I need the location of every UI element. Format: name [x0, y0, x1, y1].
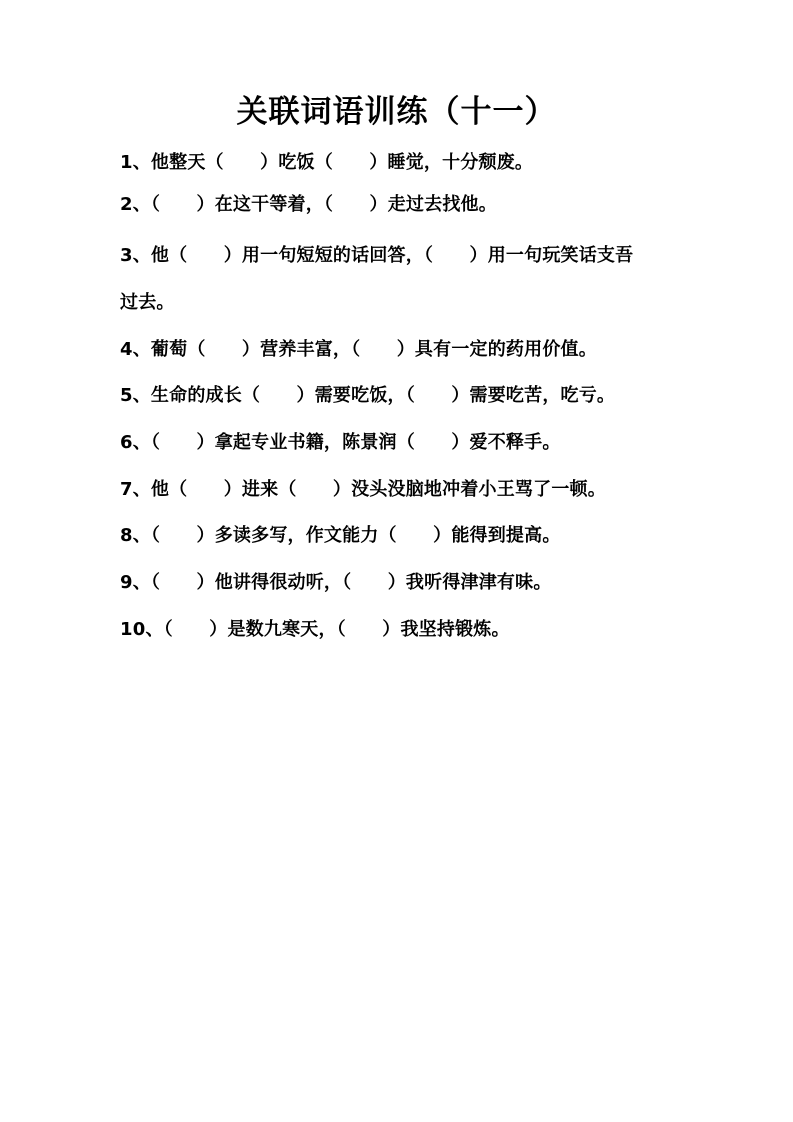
question-7: 7、他（ ）进来（ ）没头没脑地冲着小王骂了一顿。 [120, 479, 606, 500]
question-6: 6、（ ）拿起专业书籍，陈景润（ ）爱不释手。 [120, 432, 561, 453]
page-title: 关联词语训练（十一） [236, 94, 557, 130]
question-3: 3、他（ ）用一句短短的话回答，（ ）用一句玩笑话支吾 [120, 245, 634, 266]
question-9: 9、（ ）他讲得很动听，（ ）我听得津津有味。 [120, 572, 552, 593]
question-8: 8、（ ）多读多写，作文能力（ ）能得到提高。 [120, 525, 561, 546]
question-4: 4、葡萄（ ）营养丰富，（ ）具有一定的药用价值。 [120, 339, 597, 360]
question-10: 10、（ ）是数九寒天，（ ）我坚持锻炼。 [120, 619, 510, 640]
question-1: 1、他整天（ ）吃饭（ ）睡觉，十分颓废。 [120, 152, 534, 173]
question-5: 5、生命的成长（ ）需要吃饭，（ ）需要吃苦，吃亏。 [120, 385, 616, 406]
question-2: 2、（ ）在这干等着，（ ）走过去找他。 [120, 194, 497, 215]
question-3-continuation: 过去。 [120, 292, 175, 313]
